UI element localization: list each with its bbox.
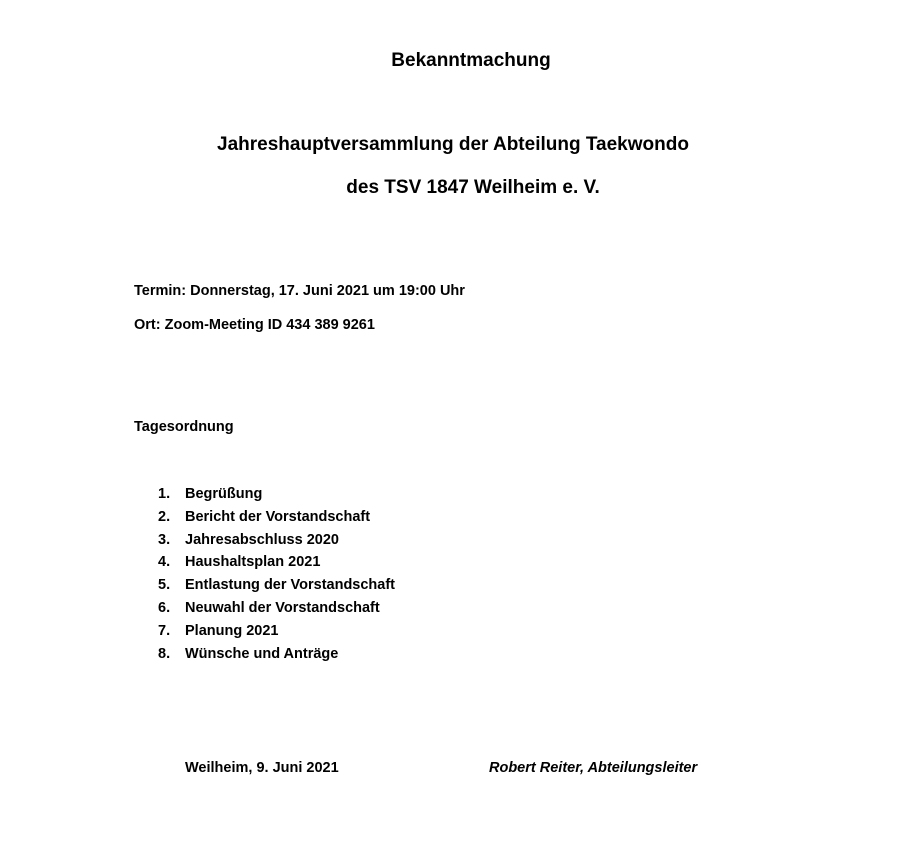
agenda-item-text: Haushaltsplan 2021 xyxy=(185,554,321,571)
agenda-item-text: Planung 2021 xyxy=(185,622,279,639)
agenda-item-number: 4. xyxy=(158,554,171,571)
agenda-item-text: Neuwahl der Vorstandschaft xyxy=(185,599,380,616)
agenda-item-number: 3. xyxy=(158,531,171,548)
place-and-date: Weilheim, 9. Juni 2021 xyxy=(185,760,339,776)
meeting-date: Termin: Donnerstag, 17. Juni 2021 um 19:00 Uhr xyxy=(134,283,465,299)
document-heading: Bekanntmachung xyxy=(391,50,551,71)
agenda-heading: Tagesordnung xyxy=(134,419,234,435)
agenda-item-text: Jahresabschluss 2020 xyxy=(185,531,339,548)
agenda-item-text: Begrüßung xyxy=(185,486,263,502)
agenda-item-number: 8. xyxy=(158,645,171,662)
agenda-item-number: 6. xyxy=(158,599,171,616)
meeting-title-line2: des TSV 1847 Weilheim e. V. xyxy=(346,177,600,198)
agenda-item-number: 7. xyxy=(158,622,171,639)
meeting-location: Ort: Zoom-Meeting ID 434 389 9261 xyxy=(134,317,375,333)
agenda-item-text: Wünsche und Anträge xyxy=(185,645,339,662)
meeting-title-line1: Jahreshauptversammlung der Abteilung Taekwondo xyxy=(217,134,689,155)
agenda-item-text: Entlastung der Vorstandschaft xyxy=(185,577,396,594)
agenda-item-text: Bericht der Vorstandschaft xyxy=(185,508,371,525)
agenda-item-number: 2. xyxy=(158,508,171,525)
agenda-item-number: 1. xyxy=(158,486,171,502)
signature: Robert Reiter, Abteilungsleiter xyxy=(489,760,698,776)
agenda-item-number: 5. xyxy=(158,577,171,594)
